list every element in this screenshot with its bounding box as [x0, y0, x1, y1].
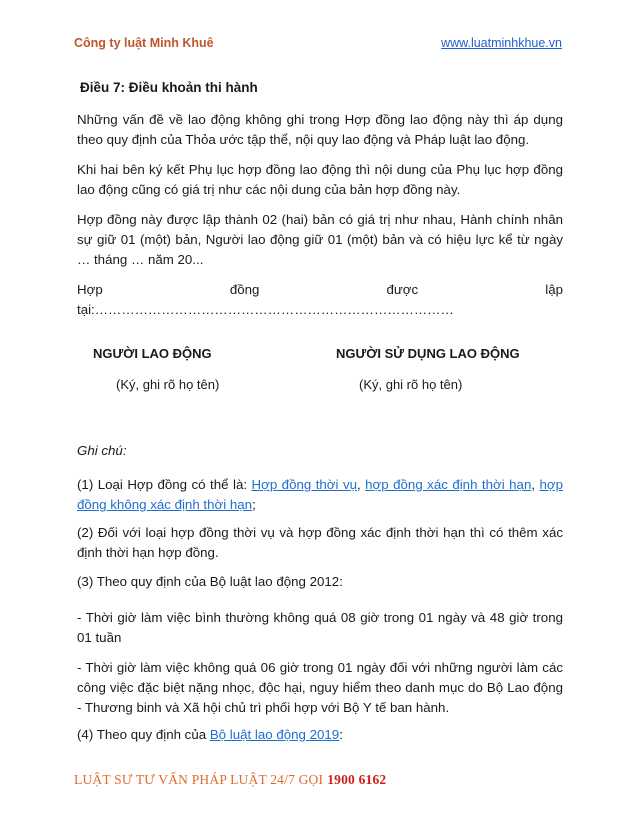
- note-1-separator: ,: [357, 477, 366, 492]
- page-footer: [74, 772, 386, 788]
- note-1-prefix: (1) Loại Hợp đồng có thể là:: [77, 477, 252, 492]
- note-4-prefix: (4) Theo quy định của: [77, 727, 210, 742]
- note-3-item-b: - Thời giờ làm việc không quá 06 giờ trong 01 ngày đối với những người làm các công việc đặc biệt nặng nhọc, độc hại, nguy hiểm theo danh mục do Bộ Lao động - Thương binh và Xã hội chủ trì phối hợp với Bộ Y tế ban hành.: [77, 660, 563, 715]
- employer-signature-note: (Ký, ghi rõ họ tên): [359, 377, 463, 392]
- employee-signature-title: NGƯỜI LAO ĐỘNG: [93, 346, 212, 361]
- note-1-separator: ,: [531, 477, 540, 492]
- link-fixed-term-contract[interactable]: hợp đồng xác định thời hạn: [365, 477, 532, 492]
- link-indefinite-term-contract[interactable]: hợp đồng không xác định thời hạn: [77, 477, 564, 512]
- note-4-suffix: :: [339, 727, 343, 742]
- paragraph-1: Những vấn đề về lao động không ghi trong Hợp đồng lao động này thì áp dụng theo quy định của Thỏa ước tập thể, nội quy lao động và Pháp luật lao động.: [77, 112, 563, 147]
- page-header: [74, 36, 562, 52]
- footer-phone[interactable]: 1900 6162: [327, 772, 387, 787]
- note-1-suffix: ;: [252, 497, 256, 512]
- company-name: Công ty luật Minh Khuê: [74, 36, 214, 50]
- paragraph-2: Khi hai bên ký kết Phụ lục hợp đồng lao động thì nội dung của Phụ lục hợp đồng lao động cũng có giá trị như các nội dung của bản hợp đồng này.: [77, 162, 563, 197]
- employee-signature-note: (Ký, ghi rõ họ tên): [116, 377, 220, 392]
- employer-signature-title: NGƯỜI SỬ DỤNG LAO ĐỘNG: [336, 346, 520, 361]
- note-3: (3) Theo quy định của Bộ luật lao động 2012:: [77, 574, 343, 589]
- note-3-item-a: - Thời giờ làm việc bình thường không quá 08 giờ trong 01 ngày và 48 giờ trong 01 tuần: [77, 610, 563, 645]
- article-heading: Điều 7: Điều khoản thi hành: [80, 80, 258, 95]
- contract-place: Hợp đồng được lập tại:………………………………………………………………………: [77, 282, 563, 317]
- note-1: [77, 475, 563, 515]
- footer-text: LUẬT SƯ TƯ VẤN PHÁP LUẬT 24/7 GỌI: [74, 772, 324, 787]
- paragraph-3: Hợp đồng này được lập thành 02 (hai) bản có giá trị như nhau, Hành chính nhân sự giữ 01 (một) bản, Người lao động giữ 01 (một) bản và có hiệu lực kể từ ngày … tháng … năm 20...: [77, 212, 563, 267]
- notes-title: Ghi chú:: [77, 443, 127, 458]
- note-4: [77, 725, 563, 745]
- website-link[interactable]: www.luatminhkhue.vn: [441, 36, 562, 50]
- link-seasonal-contract[interactable]: Hợp đồng thời vụ: [251, 477, 357, 492]
- link-labor-code-2019[interactable]: Bộ luật lao động 2019: [209, 727, 340, 742]
- note-2: (2) Đối với loại hợp đồng thời vụ và hợp đồng xác định thời hạn thì có thêm xác định thời hạn hợp đồng.: [77, 525, 563, 560]
